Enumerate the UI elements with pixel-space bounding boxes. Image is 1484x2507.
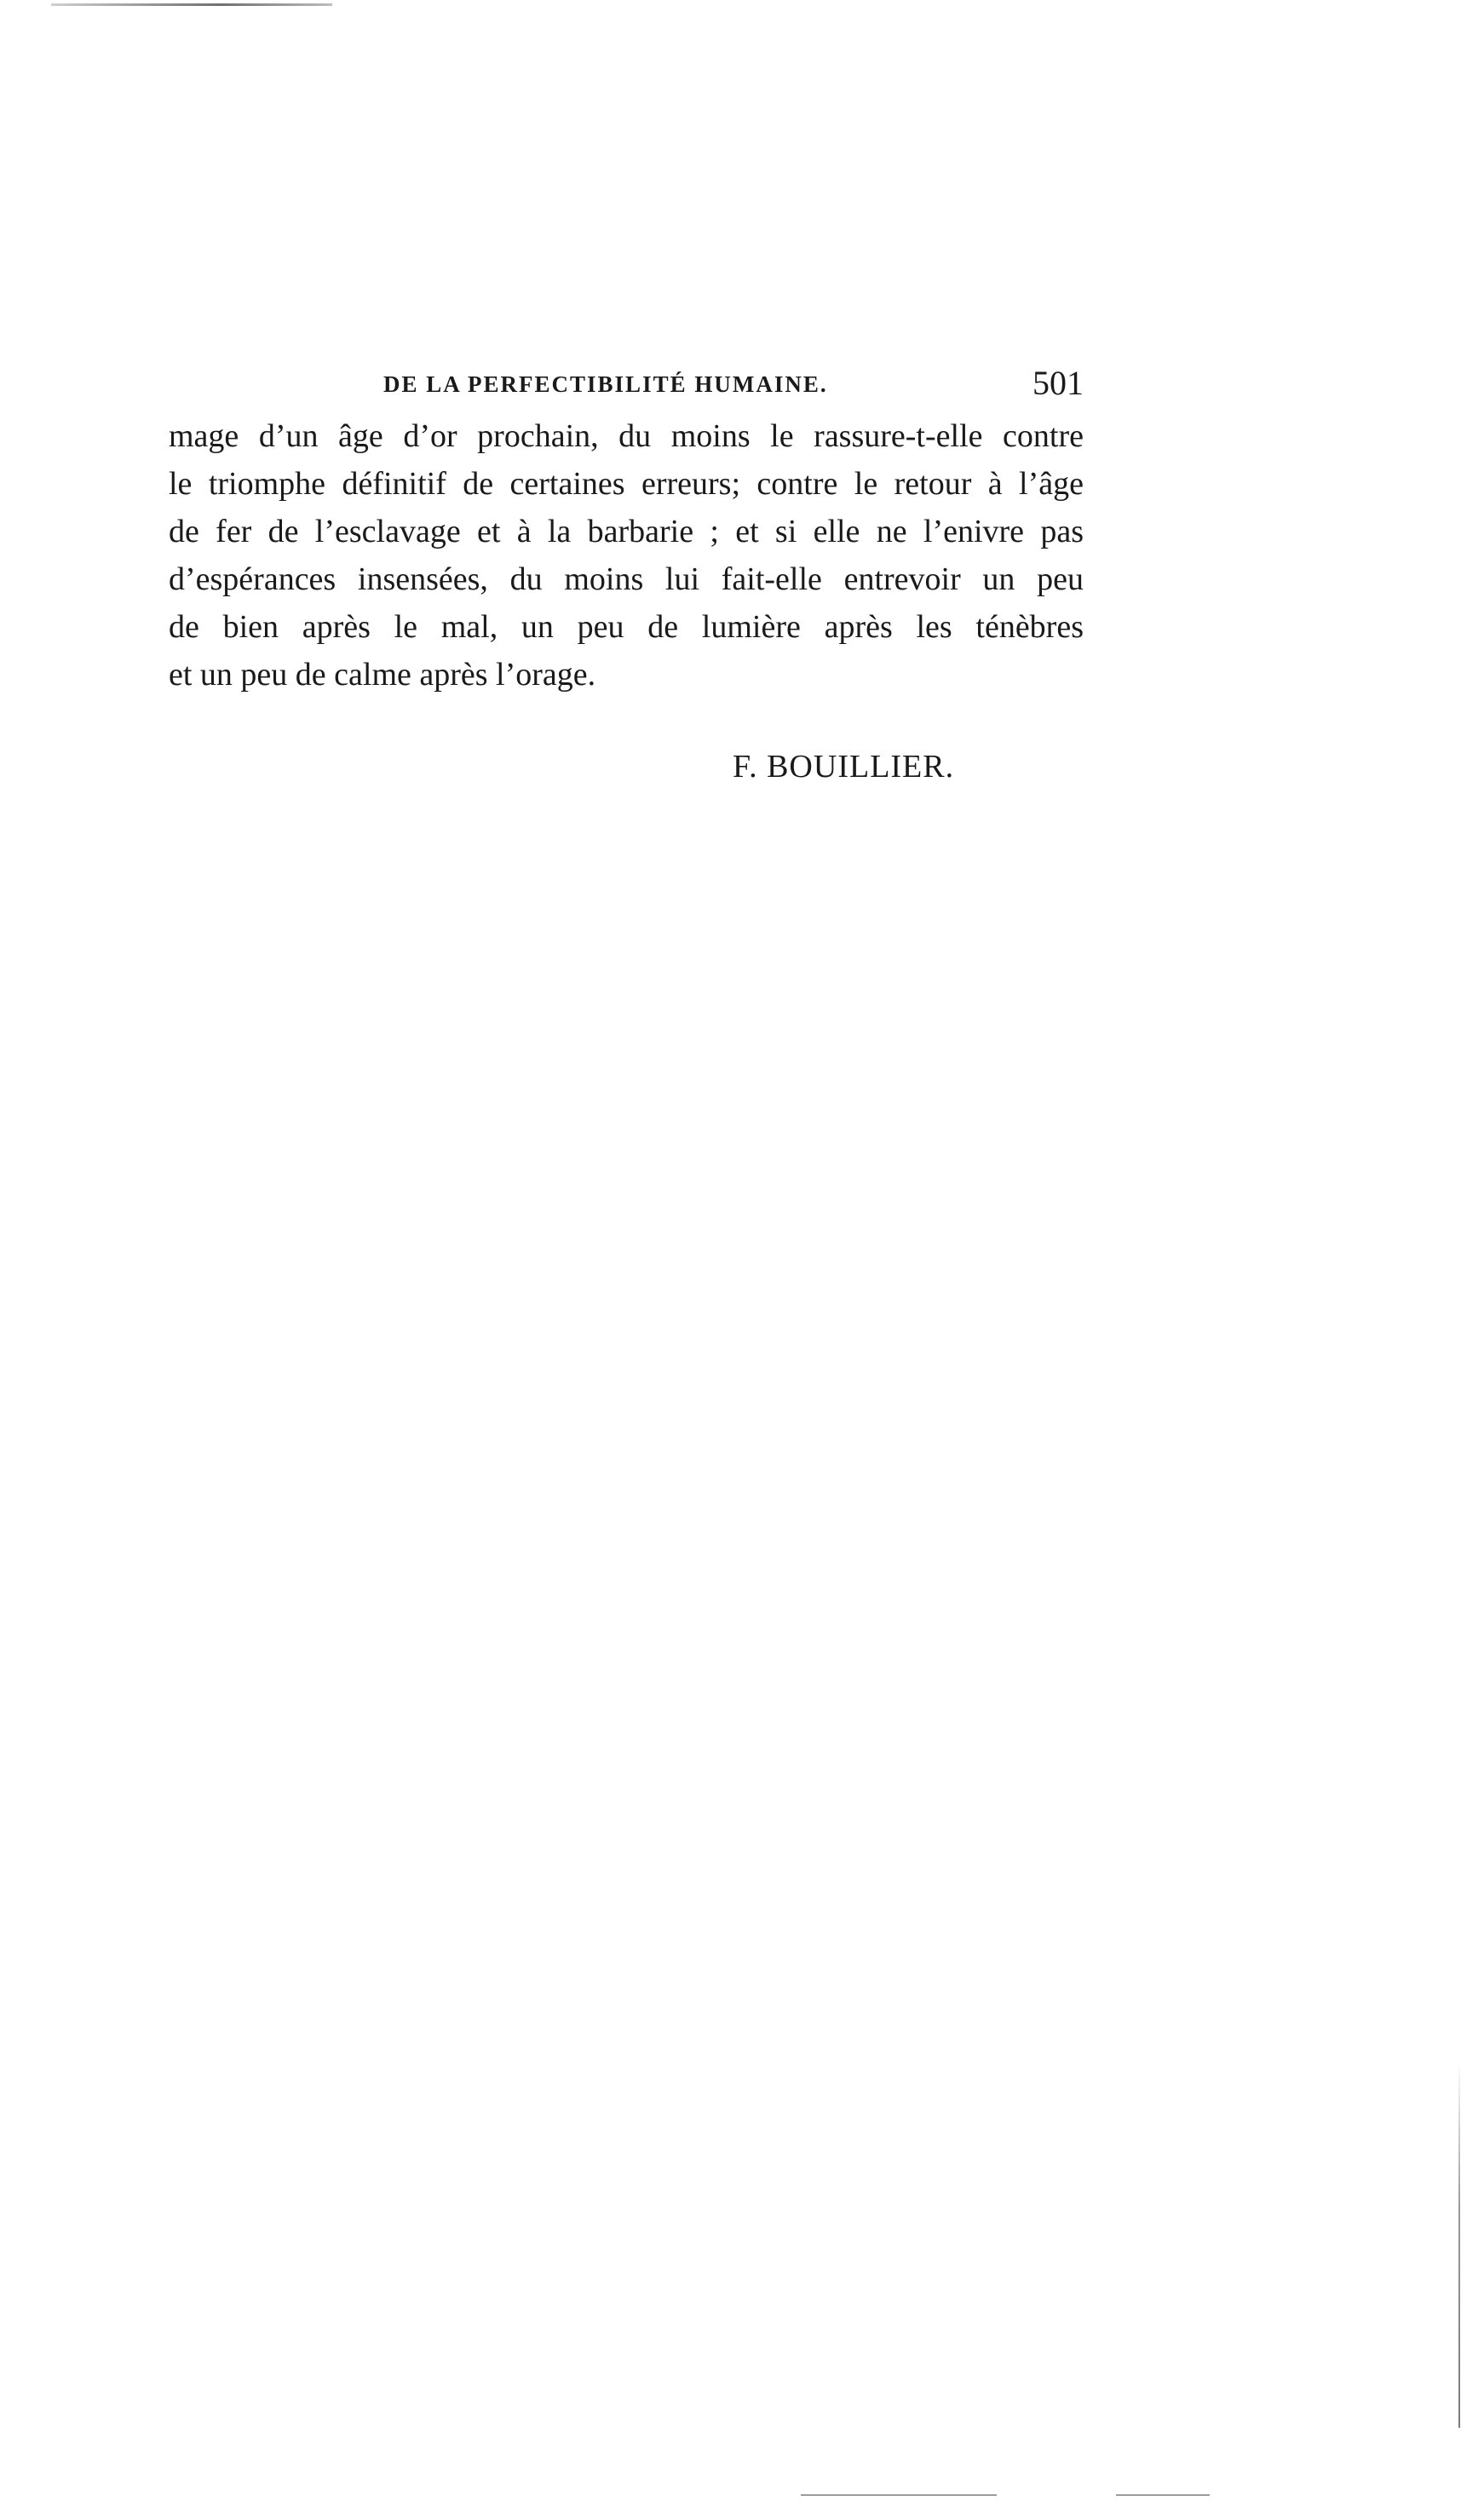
page-number: 501 xyxy=(1032,364,1084,402)
scan-edge-mark-bottom xyxy=(1116,2494,1210,2496)
author-signature: F. BOUILLIER. xyxy=(733,749,955,785)
body-paragraph xyxy=(169,412,1084,699)
text-line: d’espérances insensées, du moins lui fait-elle entrevoir un peu xyxy=(169,561,1084,597)
scan-edge-mark-top xyxy=(51,3,332,6)
scan-edge-mark-right xyxy=(1458,2061,1460,2428)
scan-edge-mark-bottom xyxy=(801,2494,997,2496)
text-line: et un peu de calme après l’orage. xyxy=(169,657,596,693)
text-line: de bien après le mal, un peu de lumière après les ténèbres xyxy=(169,609,1084,645)
text-line: mage d’un âge d’or prochain, du moins le rassure-t-elle contre xyxy=(169,418,1084,454)
text-line: le triomphe définitif de certaines erreurs; contre le retour à l’âge xyxy=(169,466,1084,502)
running-title: DE LA PERFECTIBILITÉ HUMAINE. xyxy=(383,371,828,397)
text-line: de fer de l’esclavage et à la barbarie ; et si elle ne l’enivre pas xyxy=(169,514,1084,549)
running-head xyxy=(169,365,1084,405)
